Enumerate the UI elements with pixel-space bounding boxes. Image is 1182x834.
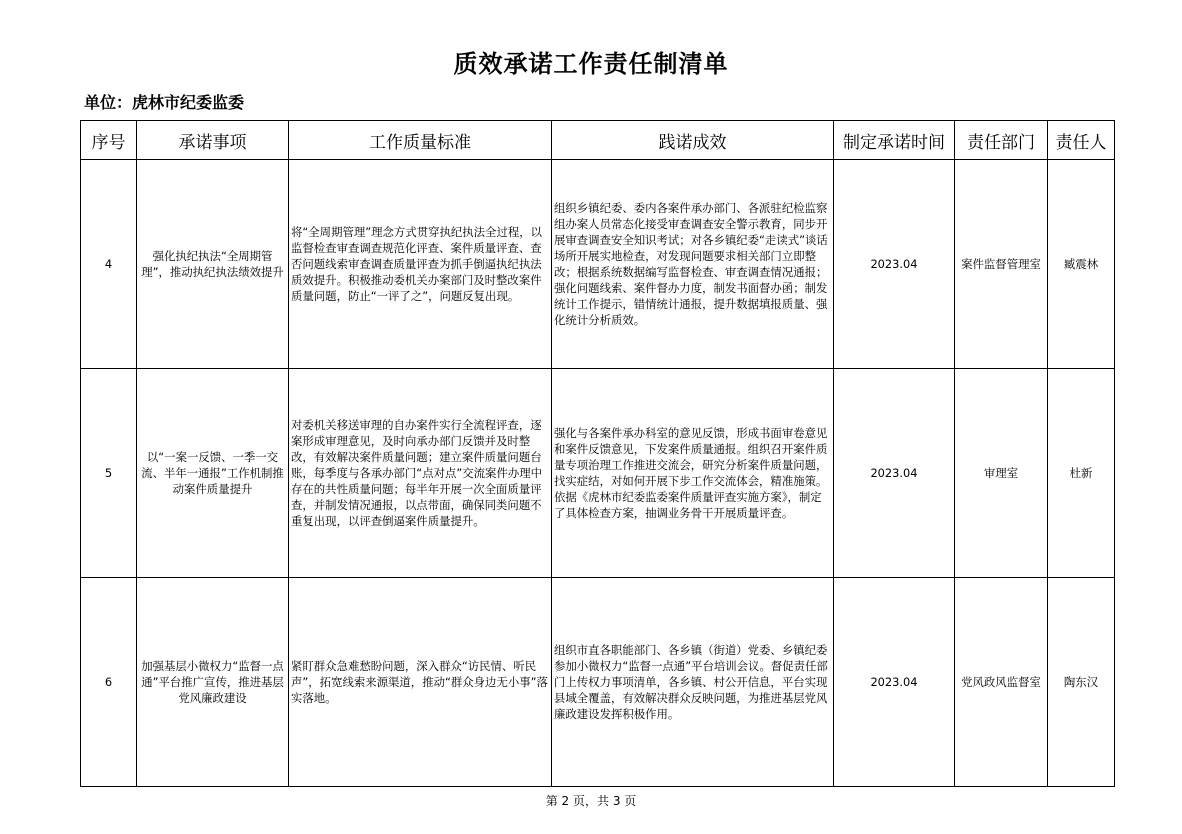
cell-person: 陶东汉	[1048, 578, 1115, 787]
table-row	[81, 369, 1115, 578]
table-row	[81, 578, 1115, 787]
cell-standard: 对委机关移送审理的自办案件实行全流程评查，逐案形成审理意见，及时向承办部门反馈并及时整改，有效解决案件质量问题；建立案件质量问题台账，每季度与各承办部门“点对点”交流案件办理中存在的共性质量问题；每半年开展一次全面质量评查，并制发情况通报，以点带面，确保同类问题不重复出现，以评查倒逼案件质量提升。	[289, 369, 552, 578]
cell-result: 组织市直各职能部门、各乡镇（街道）党委、乡镇纪委参加小微权力“监督一点通”平台培训会议。督促责任部门上传权力事项清单，各乡镇、村公开信息，平台实现县域全覆盖，有效解决群众反映问题，为推进基层党风廉政建设发挥积极作用。	[552, 578, 834, 787]
commitment-table	[80, 120, 1115, 787]
header-dept: 责任部门	[955, 121, 1048, 160]
page-footer: 第 2 页，共 3 页	[545, 794, 637, 808]
table-row	[81, 160, 1115, 369]
header-standard: 工作质量标准	[289, 121, 552, 160]
header-no: 序号	[81, 121, 137, 160]
unit-label: 单位：虎林市纪委监委	[84, 93, 245, 112]
cell-time: 2023.04	[834, 160, 955, 369]
cell-result: 组织乡镇纪委、委内各案件承办部门、各派驻纪检监察组办案人员常态化接受审查调查安全警示教育，同步开展审查调查安全知识考试；对各乡镇纪委“走读式”谈话场所开展实地检查，对发现问题要求相关部门立即整改；根据系统数据编写监督检查、审查调查情况通报；强化问题线索、案件督办力度，制发书面督办函；制发统计工作提示，错情统计通报，提升数据填报质量、强化统计分析质效。	[552, 160, 834, 369]
cell-standard: 将“全周期管理”理念方式贯穿执纪执法全过程，以监督检查审查调查规范化评查、案件质量评查、查否问题线索审查调查质量评查为抓手倒逼执纪执法质效提升。积极推动委机关办案部门及时整改案件质量问题，防止“一评了之”，问题反复出现。	[289, 160, 552, 369]
table-header-row	[81, 121, 1115, 160]
cell-person: 杜新	[1048, 369, 1115, 578]
header-item: 承诺事项	[137, 121, 289, 160]
cell-item: 强化执纪执法“全周期管理”，推动执纪执法绩效提升	[137, 160, 289, 369]
cell-no: 6	[81, 578, 137, 787]
cell-time: 2023.04	[834, 369, 955, 578]
cell-item: 加强基层小微权力“监督一点通”平台推广宣传，推进基层党风廉政建设	[137, 578, 289, 787]
cell-no: 5	[81, 369, 137, 578]
page-title: 质效承诺工作责任制清单	[453, 50, 729, 78]
cell-dept: 党风政风监督室	[955, 578, 1048, 787]
cell-item: 以“一案一反馈、一季一交流、半年一通报”工作机制推动案件质量提升	[137, 369, 289, 578]
header-time: 制定承诺时间	[834, 121, 955, 160]
cell-result: 强化与各案件承办科室的意见反馈，形成书面审卷意见和案件反馈意见，下发案件质量通报。组织召开案件质量专项治理工作推进交流会，研究分析案件质量问题，找实症结，对如何开展下步工作交流体会，精准施策。依据《虎林市纪委监委案件质量评查实施方案》，制定了具体检查方案，抽调业务骨干开展质量评查。	[552, 369, 834, 578]
cell-person: 臧震林	[1048, 160, 1115, 369]
cell-dept: 审理室	[955, 369, 1048, 578]
cell-time: 2023.04	[834, 578, 955, 787]
header-result: 践诺成效	[552, 121, 834, 160]
header-person: 责任人	[1048, 121, 1115, 160]
cell-standard: 紧盯群众急难愁盼问题，深入群众“访民情、听民声”，拓宽线索来源渠道，推动“群众身边无小事”落实落地。	[289, 578, 552, 787]
cell-no: 4	[81, 160, 137, 369]
cell-dept: 案件监督管理室	[955, 160, 1048, 369]
